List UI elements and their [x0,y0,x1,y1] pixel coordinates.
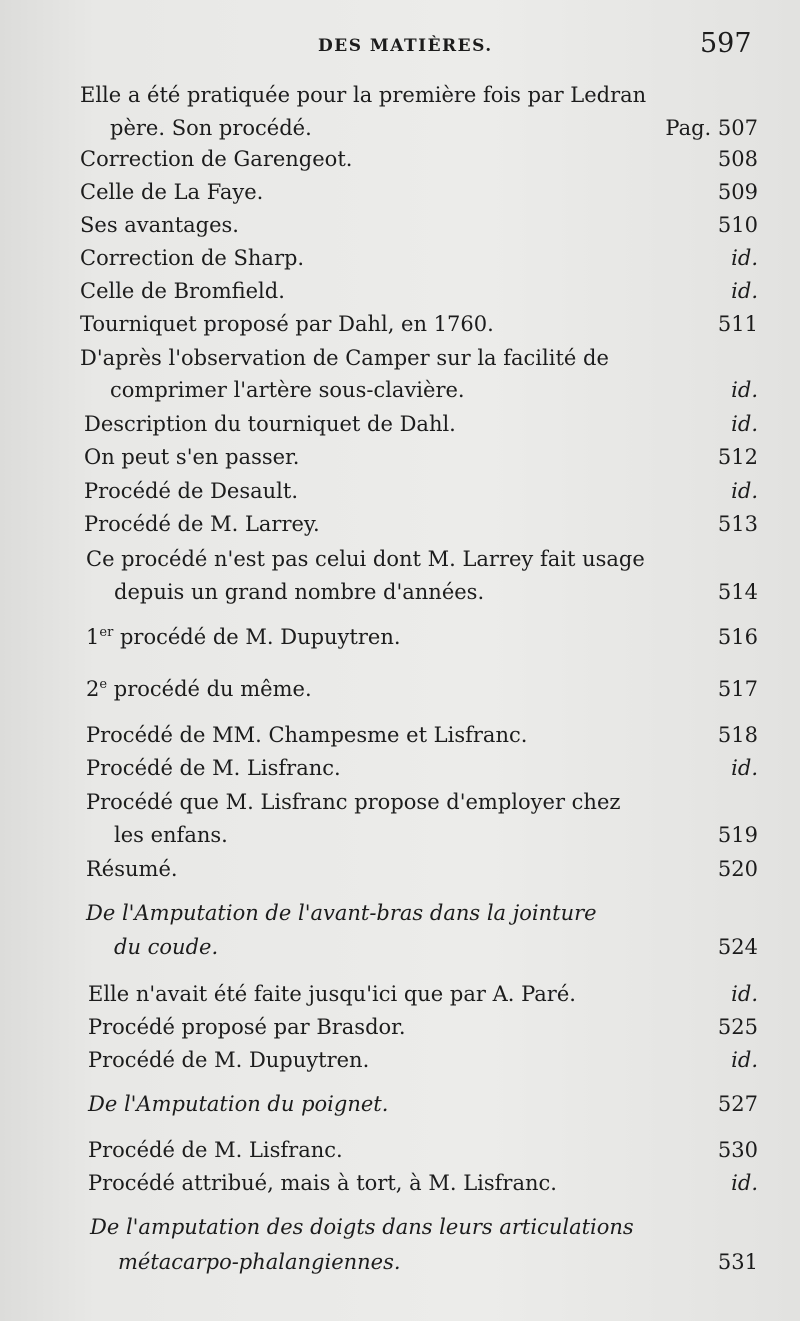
entry-text: Procédé de MM. Champesme et Lisfranc. [86,723,528,747]
entry-text: Procédé que M. Lisfranc propose d'employer chez [86,790,621,814]
entry-text: du coude. [114,935,219,959]
index-entry [0,542,800,576]
index-entry [0,241,800,275]
entry-page-ref: 519 [717,823,758,847]
entry-page-ref: 512 [717,445,758,469]
entry-text: Celle de Bromfield. [80,279,285,303]
index-entry [0,1133,800,1167]
entry-text: Procédé de M. Lisfranc. [88,1138,343,1162]
ordinal-suffix: er [99,625,114,640]
index-entry [0,111,800,145]
entry-page-ref: Pag. 507 [665,116,758,140]
page-number: 597 [700,28,752,59]
entry-text: De l'amputation des doigts dans leurs articulations [90,1215,634,1239]
entry-page-ref: 527 [717,1092,758,1116]
entry-page-ref: id. [731,756,758,780]
entry-text: Procédé de M. Dupuytren. [88,1048,370,1072]
entry-page-ref: 509 [717,180,758,204]
entry-page-ref: 531 [717,1250,758,1274]
entry-text-rest: procédé du même. [107,677,312,701]
index-entry [0,407,800,441]
entry-text [86,620,401,654]
ordinal-number: 1 [86,625,100,649]
entry-text: comprimer l'artère sous-clavière. [110,378,465,402]
entry-text: On peut s'en passer. [84,445,300,469]
index-entry [0,274,800,308]
entry-text: Elle a été pratiquée pour la première fois par Ledran [80,83,647,107]
entry-page-ref: id. [731,479,758,503]
index-entry [0,78,800,112]
index-entry [0,307,800,341]
entry-text-rest: procédé de M. Dupuytren. [113,625,401,649]
entry-text: les enfans. [114,823,228,847]
entry-page-ref: 510 [717,213,758,237]
entry-text: De l'Amputation du poignet. [88,1092,389,1116]
index-entry [0,440,800,474]
index-entry [0,852,800,886]
entry-text: Ses avantages. [80,213,239,237]
entry-page-ref: 517 [717,677,758,701]
index-entry [0,474,800,508]
index-entry [0,373,800,407]
entry-text: Celle de La Faye. [80,180,264,204]
entry-text: depuis un grand nombre d'années. [114,580,485,604]
entry-text: D'après l'observation de Camper sur la facilité de [80,346,609,370]
entry-text: Correction de Garengeot. [80,147,353,171]
index-entry [0,507,800,541]
index-entry [0,1043,800,1077]
index-entry [0,818,800,852]
entry-text: Procédé proposé par Brasdor. [88,1015,406,1039]
entry-text: Tourniquet proposé par Dahl, en 1760. [80,312,494,336]
entry-page-ref: id. [731,1171,758,1195]
entry-page-ref: id. [731,982,758,1006]
index-entry [0,175,800,209]
index-entry [0,672,800,706]
entry-text: Procédé attribué, mais à tort, à M. Lisfranc. [88,1171,557,1195]
entry-text: Procédé de Desault. [84,479,299,503]
entry-page-ref: 518 [717,723,758,747]
index-entry [0,575,800,609]
index-entry [0,1166,800,1200]
ordinal-number: 2 [86,677,100,701]
entry-page-ref: 524 [717,935,758,959]
index-entry [0,1087,800,1121]
entry-text: Ce procédé n'est pas celui dont M. Larrey fait usage [86,547,645,571]
entry-page-ref: id. [731,378,758,402]
entry-text: père. Son procédé. [110,116,312,140]
entry-page-ref: id. [731,1048,758,1072]
index-entry [0,896,800,930]
entry-page-ref: id. [731,279,758,303]
entry-text: Elle n'avait été faite jusqu'ici que par A. Paré. [88,982,576,1006]
index-entry [0,620,800,654]
index-entry [0,1210,800,1244]
index-entry [0,208,800,242]
entry-text: Procédé de M. Larrey. [84,512,320,536]
index-entry [0,930,800,964]
entry-page-ref: id. [731,246,758,270]
entry-page-ref: 516 [717,625,758,649]
entry-text: De l'Amputation de l'avant-bras dans la jointure [86,901,597,925]
entry-page-ref: id. [731,412,758,436]
index-entry [0,751,800,785]
entry-text: Résumé. [86,857,178,881]
entry-page-ref: 513 [717,512,758,536]
entry-page-ref: 525 [717,1015,758,1039]
entry-text: Correction de Sharp. [80,246,305,270]
index-entry [0,1010,800,1044]
entry-page-ref: 508 [717,147,758,171]
entry-page-ref: 511 [717,312,758,336]
index-entry [0,718,800,752]
entry-text: métacarpo-phalangiennes. [118,1250,401,1274]
entry-text [86,672,312,706]
index-entry [0,977,800,1011]
ordinal-suffix: e [99,677,108,692]
entry-page-ref: 520 [717,857,758,881]
index-entry [0,785,800,819]
index-entry [0,341,800,375]
entry-page-ref: 530 [717,1138,758,1162]
index-entry [0,142,800,176]
entry-page-ref: 514 [717,580,758,604]
running-title: DES MATIÈRES. [318,36,493,56]
index-entry [0,1245,800,1279]
entry-text: Description du tourniquet de Dahl. [84,412,456,436]
entry-text: Procédé de M. Lisfranc. [86,756,341,780]
